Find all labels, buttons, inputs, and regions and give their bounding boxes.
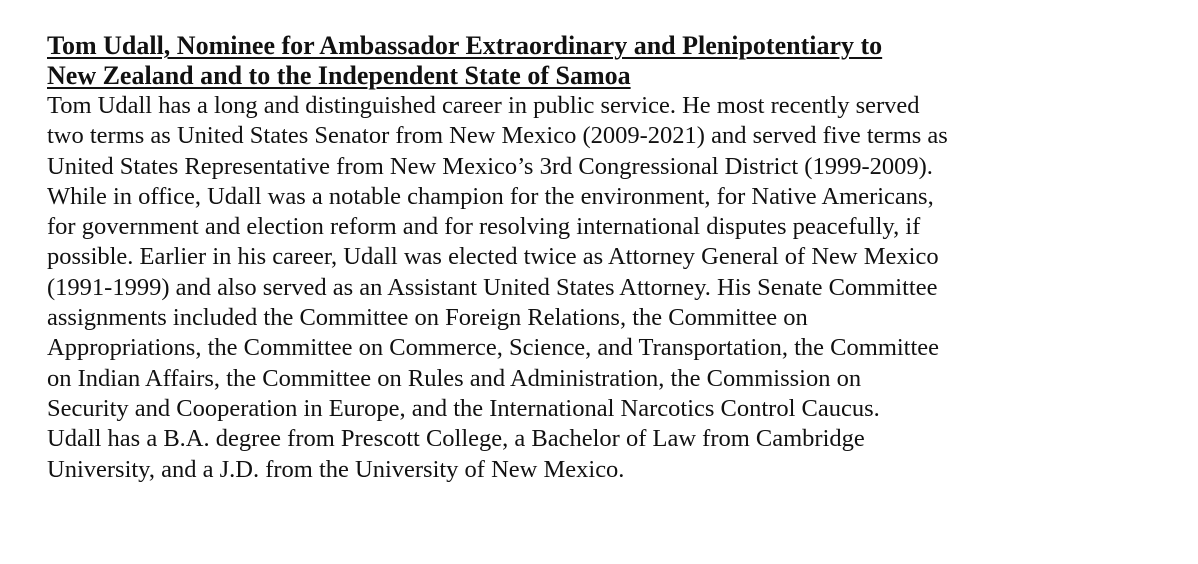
paragraph-line: assignments included the Committee on Foreign Relations, the Committee on [47,304,808,332]
paragraph-line: Appropriations, the Committee on Commerce, Science, and Transportation, the Committee [47,334,940,362]
paragraph-line: University, and a J.D. from the University of New Mexico. [47,455,625,483]
paragraph-line: two terms as United States Senator from New Mexico (2009-2021) and served five terms as [47,122,948,150]
biography-paragraph [47,91,1187,485]
paragraph-line: While in office, Udall was a notable champion for the environment, for Native Americans, [47,182,934,210]
paragraph-line: United States Representative from New Mexico’s 3rd Congressional District (1999-2009). [47,152,933,180]
paragraph-line: Security and Cooperation in Europe, and the International Narcotics Control Caucus. [47,394,880,422]
paragraph-line: Tom Udall has a long and distinguished career in public service. He most recently served [47,92,920,119]
title-line: Tom Udall, Nominee for Ambassador Extraordinary and Plenipotentiary to [47,31,883,60]
document [47,31,1187,485]
paragraph-line: on Indian Affairs, the Committee on Rules and Administration, the Commission on [47,364,862,392]
document-title [47,31,1187,91]
paragraph-line: for government and election reform and for resolving international disputes peacefully, if [47,213,921,241]
title-line: New Zealand and to the Independent State of Samoa [47,61,631,90]
paragraph-line: possible. Earlier in his career, Udall was elected twice as Attorney General of New Mexico [47,243,939,271]
paragraph-line: Udall has a B.A. degree from Prescott College, a Bachelor of Law from Cambridge [47,425,865,453]
paragraph-line: (1991-1999) and also served as an Assistant United States Attorney. His Senate Committee [47,273,938,301]
